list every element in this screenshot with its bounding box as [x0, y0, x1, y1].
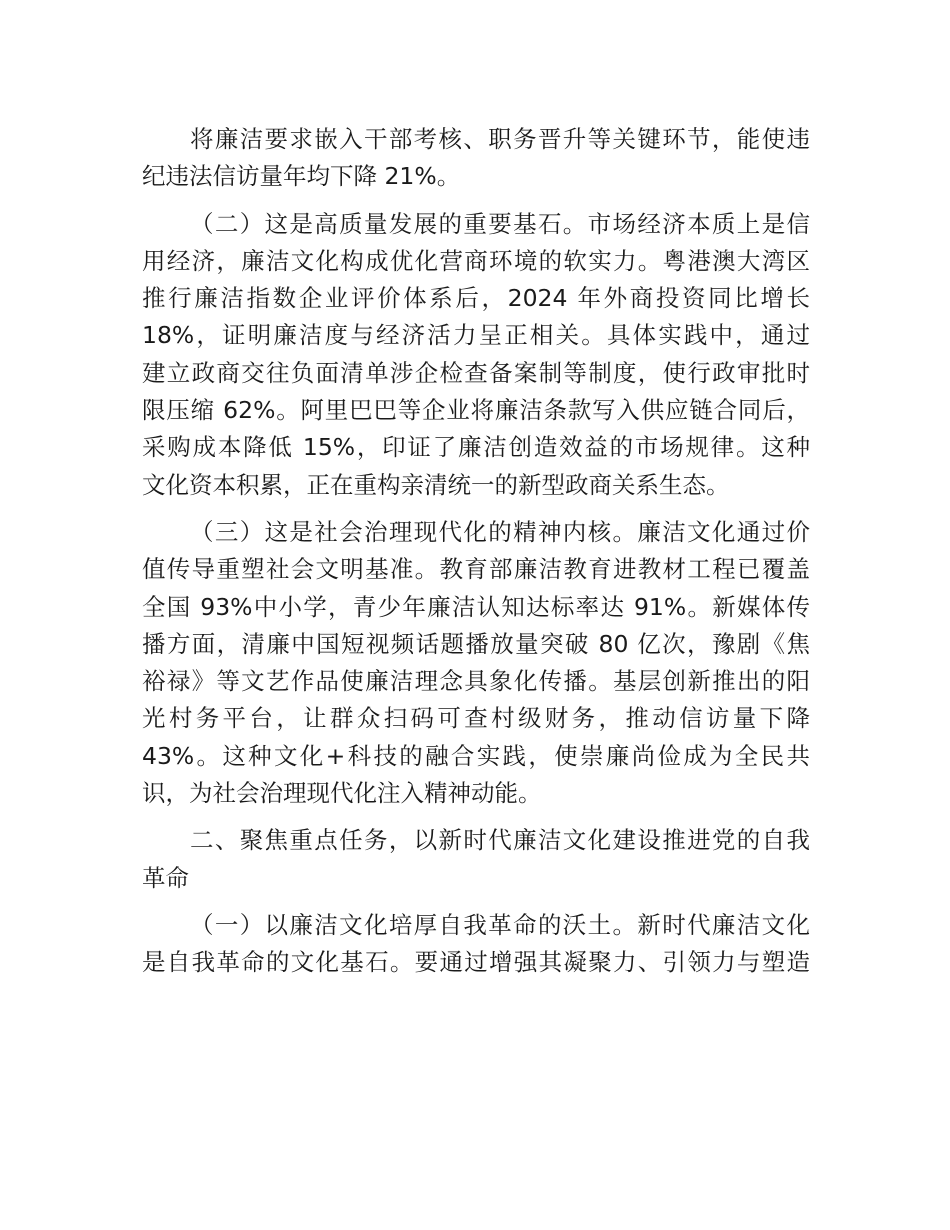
text-line: 裕禄》等文艺作品使廉洁理念具象化传播。基层创新推出的阳 — [142, 667, 810, 696]
paragraph-social-governance — [142, 514, 810, 812]
text-line: 采购成本降低 15%，印证了廉洁创造效益的市场规律。这种 — [142, 433, 810, 462]
text-line: 二、聚焦重点任务，以新时代廉洁文化建设推进党的自我 — [190, 826, 810, 855]
text-line: 纪违法信访量年均下降 21%。 — [142, 162, 461, 191]
text-line: 是自我革命的文化基石。要通过增强其凝聚力、引领力与塑造 — [142, 948, 810, 977]
text-line: 限压缩 62%。阿里巴巴等企业将廉洁条款写入供应链合同后， — [142, 396, 810, 425]
paragraph-high-quality-development — [142, 206, 810, 504]
text-line: 识，为社会治理现代化注入精神动能。 — [142, 779, 542, 808]
text-line: 18%，证明廉洁度与经济活力呈正相关。具体实践中，通过 — [142, 321, 810, 350]
text-line: 值传导重塑社会文明基准。教育部廉洁教育进教材工程已覆盖 — [142, 555, 810, 584]
text-line: 用经济，廉洁文化构成优化营商环境的软实力。粤港澳大湾区 — [142, 246, 810, 275]
document-page — [142, 121, 810, 982]
text-line: （二）这是高质量发展的重要基石。市场经济本质上是信 — [190, 209, 810, 238]
text-line: （三）这是社会治理现代化的精神内核。廉洁文化通过价 — [190, 517, 810, 546]
text-line: 推行廉洁指数企业评价体系后，2024 年外商投资同比增长 — [142, 284, 810, 313]
section-heading-two — [142, 822, 810, 897]
paragraph-self-revolution — [142, 907, 810, 982]
text-line: 全国 93%中小学，青少年廉洁认知达标率达 91%。新媒体传 — [142, 592, 810, 621]
text-line: 文化资本积累，正在重构亲清统一的新型政商关系生态。 — [142, 470, 730, 499]
text-line: 播方面，清廉中国短视频话题播放量突破 80 亿次，豫剧《焦 — [142, 629, 810, 658]
text-line: 43%。这种文化+科技的融合实践，使崇廉尚俭成为全民共 — [142, 741, 810, 770]
text-line: 光村务平台，让群众扫码可查村级财务，推动信访量下降 — [142, 704, 810, 733]
text-line: 将廉洁要求嵌入干部考核、职务晋升等关键环节，能使违 — [190, 125, 810, 153]
text-line: 革命 — [142, 863, 189, 892]
text-line: 建立政商交往负面清单涉企检查备案制等制度，使行政审批时 — [142, 358, 810, 387]
paragraph-continuation — [142, 121, 810, 196]
text-line: （一）以廉洁文化培厚自我革命的沃土。新时代廉洁文化 — [190, 910, 810, 939]
